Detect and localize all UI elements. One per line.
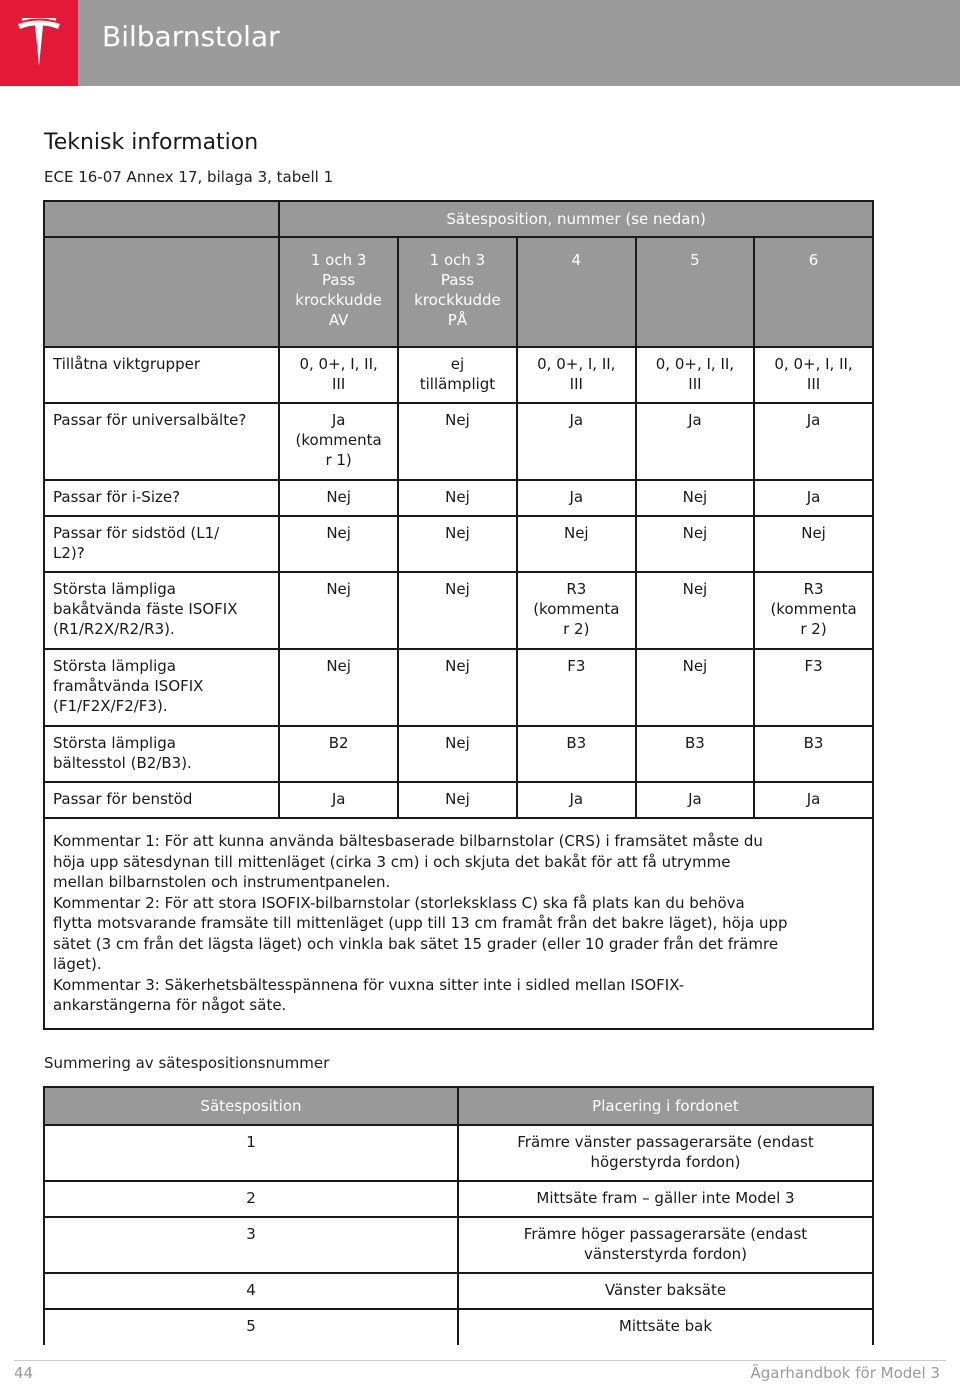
column-header: 1 och 3 Pass krockkudde PÅ	[398, 237, 517, 347]
summary-row	[44, 1125, 873, 1181]
row-label: Största lämpliga bältesstol (B2/B3).	[44, 726, 279, 782]
section-title: Teknisk information	[44, 130, 259, 155]
table-cell: Nej	[398, 572, 517, 649]
table-cell: R3 (kommenta r 2)	[517, 572, 636, 649]
comments-cell: Kommentar 1: För att kunna använda bältesbaserade bilbarnstolar (CRS) i framsätet måste du höja upp sätesdynan till mittenläget (cirka 3 cm) i och skjuta det bakåt för att få utrymme mellan bilbarnstolen och instrumentpanelen. Kommentar 2: För att stora ISOFIX-bilbarnstolar (storleksklass C) ska få plats kan du behöva flytta motsvarande framsäte till mittenläget (upp till 13 cm framåt från det bakre läget), höja upp sätet (3 cm från det lägsta läget) och vinkla bak sätet 15 grader (eller 10 grader från det främre läget). Kommentar 3: Säkerhetsbältesspännena för vuxna sitter inte i sidled mellan ISOFIX- ankarstängerna för något säte.	[44, 818, 873, 1029]
table-cell: Nej	[279, 649, 398, 726]
empty-header-cell	[44, 237, 279, 347]
table-cell: Ja	[754, 480, 873, 516]
tesla-logo-icon	[0, 0, 78, 86]
row-label: Största lämpliga framåtvända ISOFIX (F1/F2X/F2/F3).	[44, 649, 279, 726]
column-header: 5	[636, 237, 754, 347]
seat-number-cell: 4	[44, 1273, 458, 1309]
table-row	[44, 782, 873, 818]
table-cell: ej tillämpligt	[398, 347, 517, 403]
placement-cell: Främre höger passagerarsäte (endast vänsterstyrda fordon)	[458, 1217, 873, 1273]
summary-row	[44, 1309, 873, 1345]
placement-cell: Främre vänster passagerarsäte (endast högerstyrda fordon)	[458, 1125, 873, 1181]
column-header: 1 och 3 Pass krockkudde AV	[279, 237, 398, 347]
empty-header-cell	[44, 201, 279, 237]
table-cell: Nej	[754, 516, 873, 572]
table-cell: Nej	[636, 516, 754, 572]
table-cell: B2	[279, 726, 398, 782]
footer-title: Ägarhandbok för Model 3	[750, 1364, 940, 1382]
table-cell: B3	[754, 726, 873, 782]
row-label: Tillåtna viktgrupper	[44, 347, 279, 403]
table-cell: Nej	[398, 516, 517, 572]
seat-compatibility-table	[43, 200, 874, 1030]
summary-row	[44, 1273, 873, 1309]
group-header: Sätesposition, nummer (se nedan)	[279, 201, 873, 237]
table-cell: 0, 0+, I, II, III	[636, 347, 754, 403]
row-label: Största lämpliga bakåtvända fäste ISOFIX (R1/R2X/R2/R3).	[44, 572, 279, 649]
seat-number-cell: 2	[44, 1181, 458, 1217]
table-row	[44, 649, 873, 726]
table-cell: Ja (kommenta r 1)	[279, 403, 398, 480]
table-cell: 0, 0+, I, II, III	[517, 347, 636, 403]
table-row	[44, 347, 873, 403]
table-row	[44, 516, 873, 572]
table-cell: B3	[636, 726, 754, 782]
table-cell: B3	[517, 726, 636, 782]
table-cell: Nej	[279, 480, 398, 516]
table-cell: Nej	[398, 782, 517, 818]
summary-column-header: Sätesposition	[44, 1087, 458, 1125]
seat-number-cell: 3	[44, 1217, 458, 1273]
table-cell: Nej	[398, 403, 517, 480]
summary-row	[44, 1217, 873, 1273]
column-header: 4	[517, 237, 636, 347]
table-cell: Ja	[754, 403, 873, 480]
table-cell: Nej	[636, 649, 754, 726]
summary-column-header: Placering i fordonet	[458, 1087, 873, 1125]
row-label: Passar för sidstöd (L1/ L2)?	[44, 516, 279, 572]
page-header	[0, 0, 960, 86]
seat-number-cell: 1	[44, 1125, 458, 1181]
table-cell: F3	[517, 649, 636, 726]
table-cell: F3	[754, 649, 873, 726]
table-row	[44, 403, 873, 480]
table-cell: Nej	[517, 516, 636, 572]
table-cell: 0, 0+, I, II, III	[754, 347, 873, 403]
table-cell: Nej	[279, 516, 398, 572]
table-cell: Ja	[517, 480, 636, 516]
footer-divider	[14, 1360, 946, 1361]
table-row	[44, 480, 873, 516]
row-label: Passar för universalbälte?	[44, 403, 279, 480]
table-cell: Ja	[517, 403, 636, 480]
table-row	[44, 726, 873, 782]
section-subtitle: ECE 16-07 Annex 17, bilaga 3, tabell 1	[44, 168, 334, 186]
table-cell: 0, 0+, I, II, III	[279, 347, 398, 403]
table-cell: Nej	[398, 480, 517, 516]
summary-label: Summering av sätespositionsnummer	[44, 1054, 330, 1072]
table-cell: Nej	[636, 572, 754, 649]
table-cell: Ja	[636, 782, 754, 818]
table-row	[44, 572, 873, 649]
table-cell: R3 (kommenta r 2)	[754, 572, 873, 649]
seat-number-cell: 5	[44, 1309, 458, 1345]
table-cell: Ja	[636, 403, 754, 480]
column-header: 6	[754, 237, 873, 347]
header-title: Bilbarnstolar	[102, 20, 280, 53]
table-cell: Nej	[279, 572, 398, 649]
placement-cell: Mittsäte fram – gäller inte Model 3	[458, 1181, 873, 1217]
summary-row	[44, 1181, 873, 1217]
table-cell: Ja	[517, 782, 636, 818]
table-cell: Ja	[754, 782, 873, 818]
row-label: Passar för i-Size?	[44, 480, 279, 516]
placement-cell: Mittsäte bak	[458, 1309, 873, 1345]
table-cell: Nej	[636, 480, 754, 516]
page-number: 44	[14, 1364, 34, 1382]
table-cell: Nej	[398, 649, 517, 726]
seat-position-summary-table	[43, 1086, 874, 1345]
row-label: Passar för benstöd	[44, 782, 279, 818]
table-cell: Nej	[398, 726, 517, 782]
placement-cell: Vänster baksäte	[458, 1273, 873, 1309]
table-cell: Ja	[279, 782, 398, 818]
